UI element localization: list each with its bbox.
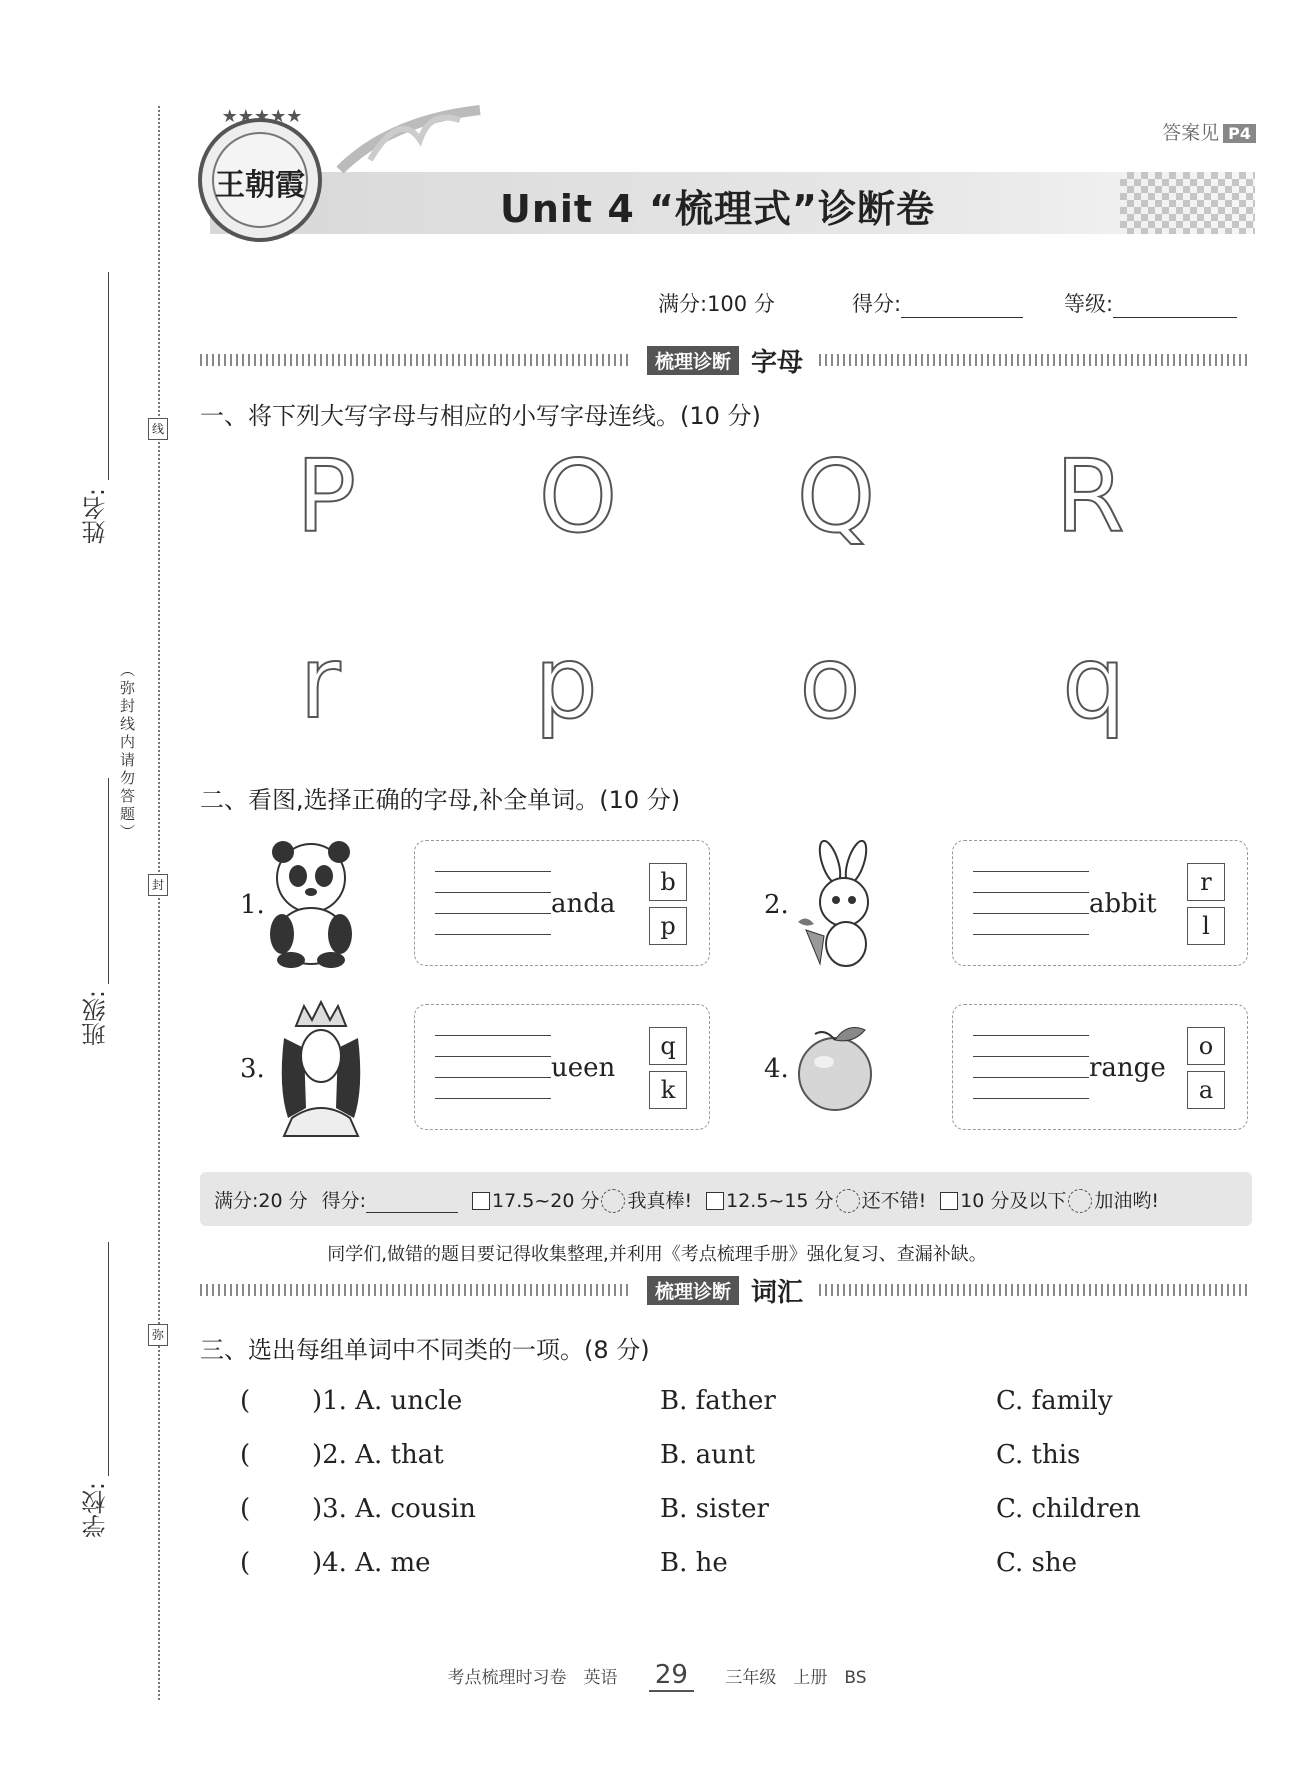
bar-full-score: 满分:20 分	[214, 1189, 308, 1212]
choice-box[interactable]: r	[1187, 863, 1225, 901]
answer-paren[interactable]: (	[240, 1494, 251, 1524]
question-1-heading: 一、将下列大写字母与相应的小写字母连线。(10 分)	[200, 402, 761, 430]
seal-box-line: 线	[148, 418, 168, 440]
binding-line	[158, 106, 160, 1700]
choice-box[interactable]: a	[1187, 1071, 1225, 1109]
orange-image	[790, 1018, 880, 1118]
upper-letter-p[interactable]: P	[295, 438, 357, 555]
checkbox[interactable]	[940, 1192, 958, 1210]
bar-score-label: 得分:	[321, 1189, 367, 1212]
answer-paren[interactable]: (	[240, 1440, 251, 1470]
upper-letter-q[interactable]: Q	[796, 438, 876, 555]
class-field[interactable]	[108, 778, 109, 984]
write-lines[interactable]	[435, 1015, 551, 1099]
word-card-3	[414, 1004, 710, 1130]
logo-text: 王朝霞	[215, 168, 305, 203]
word-card-1	[414, 840, 710, 966]
write-lines[interactable]	[973, 1015, 1089, 1099]
word-card-2	[952, 840, 1248, 966]
range-2[interactable]	[706, 1186, 926, 1213]
class-label: 班级:	[82, 990, 110, 1047]
smile-face-icon	[601, 1189, 625, 1213]
seal-box-mi: 弥	[148, 1324, 168, 1346]
checkbox[interactable]	[472, 1192, 490, 1210]
page-number: 29	[649, 1660, 694, 1692]
neutral-face-icon	[836, 1189, 860, 1213]
range-3-msg: 加油哟!	[1094, 1189, 1160, 1212]
seal-box-seal: 封	[148, 874, 168, 896]
range-3-label: 10 分及以下	[960, 1189, 1067, 1212]
option-b: B. sister	[660, 1494, 769, 1524]
full-score: 满分:100 分	[658, 292, 775, 316]
option-c: C. children	[996, 1494, 1141, 1524]
choice-box[interactable]: p	[649, 907, 687, 945]
score-label: 得分:	[852, 292, 902, 316]
upper-letter-r[interactable]: R	[1055, 438, 1125, 555]
school-field[interactable]	[108, 1242, 109, 1476]
answer-paren[interactable]: (	[240, 1548, 251, 1578]
choice-box[interactable]: b	[649, 863, 687, 901]
answer-ref-page: P4	[1223, 124, 1256, 143]
logo-stars-icon: ★★★★★	[221, 106, 303, 127]
tip-text: 同学们,做错的题目要记得收集整理,并利用《考点梳理手册》强化复习、查漏补缺。	[327, 1244, 987, 1265]
title-checker-pattern	[1120, 172, 1255, 234]
section-score-bar	[200, 1172, 1252, 1226]
score-field[interactable]	[852, 288, 1023, 318]
lower-letter-o[interactable]: o	[799, 624, 861, 741]
bar-score-field[interactable]	[322, 1186, 458, 1213]
option-b: B. he	[660, 1548, 728, 1578]
lower-letter-p[interactable]: p	[534, 624, 598, 741]
option-c: C. this	[996, 1440, 1081, 1470]
choice-box[interactable]: o	[1187, 1027, 1225, 1065]
school-label: 学校:	[82, 1482, 110, 1539]
question-3-heading: 三、选出每组单词中不同类的一项。(8 分)	[200, 1336, 650, 1364]
option-b: B. aunt	[660, 1440, 756, 1470]
footer-left: 考点梳理时习卷 英语	[447, 1668, 618, 1688]
section-letters	[200, 347, 1250, 378]
choice-box[interactable]: k	[649, 1071, 687, 1109]
answer-paren[interactable]: (	[240, 1386, 251, 1416]
option-a: )4. A. me	[312, 1548, 431, 1578]
word-tail: ueen	[551, 1053, 616, 1083]
checkbox[interactable]	[706, 1192, 724, 1210]
item-number: 3.	[240, 1054, 265, 1084]
section-tag: 梳理诊断	[647, 346, 739, 375]
name-label: 姓名:	[82, 488, 110, 545]
option-b: B. father	[660, 1386, 776, 1416]
option-a: )3. A. cousin	[312, 1494, 476, 1524]
lower-letter-r[interactable]: r	[299, 624, 341, 741]
upper-letter-o[interactable]: O	[538, 438, 618, 555]
answer-ref-text: 答案见	[1162, 122, 1220, 144]
question-2-heading: 二、看图,选择正确的字母,补全单词。(10 分)	[200, 786, 681, 814]
option-c: C. she	[996, 1548, 1077, 1578]
word-tail: abbit	[1089, 889, 1157, 919]
section-tag: 梳理诊断	[647, 1276, 739, 1305]
item-number: 2.	[764, 890, 789, 920]
write-lines[interactable]	[435, 851, 551, 935]
item-number: 1.	[240, 890, 265, 920]
section-vocabulary	[200, 1277, 1250, 1308]
range-3[interactable]	[940, 1186, 1159, 1213]
word-card-4	[952, 1004, 1248, 1130]
section-word: 词汇	[751, 1277, 804, 1308]
seal-note: （弥封线内请勿答题）	[118, 662, 136, 842]
range-2-label: 12.5~15 分	[726, 1189, 834, 1212]
grade-label: 等级:	[1064, 292, 1114, 316]
word-tail: anda	[551, 889, 616, 919]
range-1-msg: 我真棒!	[627, 1189, 693, 1212]
cheer-face-icon	[1068, 1189, 1092, 1213]
option-c: C. family	[996, 1386, 1113, 1416]
footer-right: 三年级 上册 BS	[725, 1668, 867, 1688]
range-1-label: 17.5~20 分	[492, 1189, 600, 1212]
item-number: 4.	[764, 1054, 789, 1084]
choice-box[interactable]: q	[649, 1027, 687, 1065]
word-tail: range	[1089, 1053, 1166, 1083]
page-footer	[0, 1660, 1314, 1692]
lower-letter-q[interactable]: q	[1062, 624, 1126, 741]
rabbit-image	[792, 840, 892, 970]
section-word: 字母	[751, 347, 804, 378]
queen-image	[266, 998, 376, 1138]
range-1[interactable]	[472, 1186, 692, 1213]
page-title: Unit 4 “梳理式”诊断卷	[500, 187, 935, 231]
write-lines[interactable]	[973, 851, 1089, 935]
option-a: )1. A. uncle	[312, 1386, 463, 1416]
range-2-msg: 还不错!	[861, 1189, 927, 1212]
grade-field[interactable]	[1064, 288, 1237, 318]
panda-image	[266, 838, 356, 968]
ribbon-icon	[330, 100, 500, 180]
name-field[interactable]	[108, 272, 109, 480]
option-a: )2. A. that	[312, 1440, 444, 1470]
choice-box[interactable]: l	[1187, 907, 1225, 945]
answer-reference	[1162, 118, 1256, 145]
